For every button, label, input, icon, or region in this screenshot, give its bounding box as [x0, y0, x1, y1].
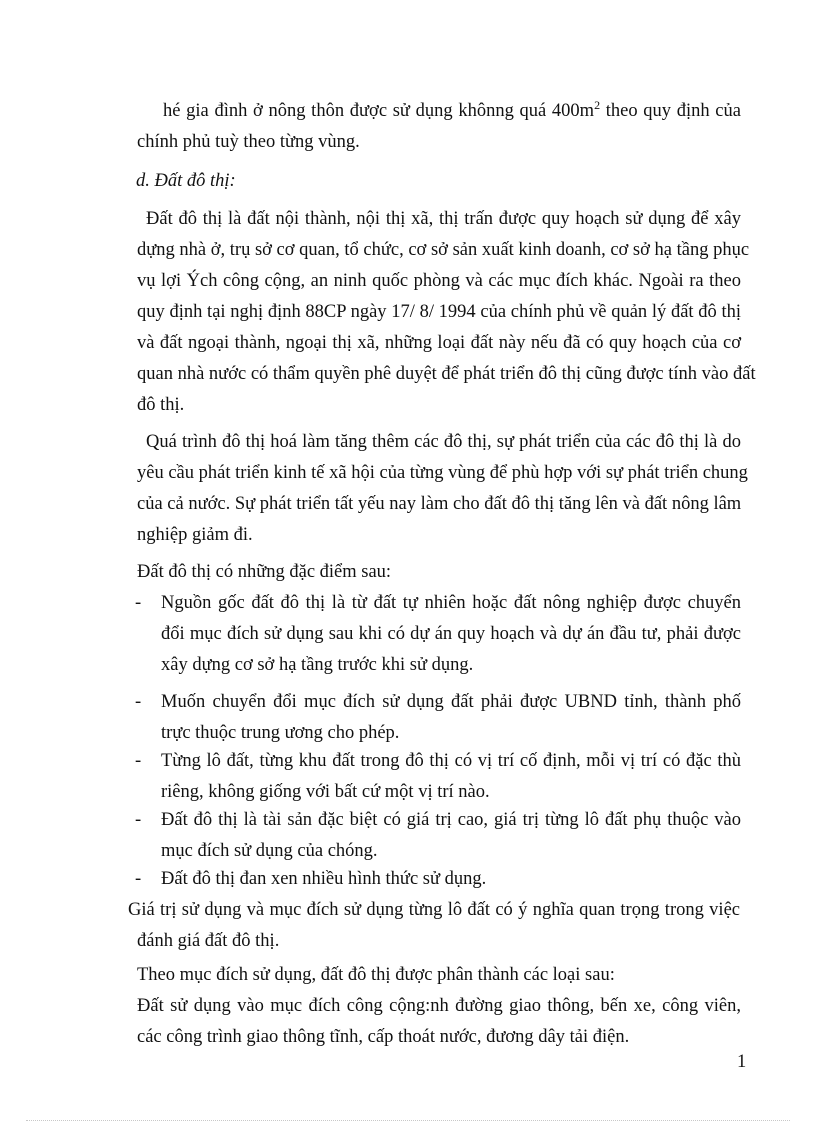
- section-heading: d. Đất đô thị:: [136, 171, 236, 191]
- intro-line-2: chính phủ tuỳ theo từng vùng.: [137, 132, 360, 152]
- para3-line-1: Giá trị sử dụng và mục đích sử dụng từng lô đất có ý nghĩa quan trọng trong việc: [128, 900, 740, 920]
- para2-line-2: yêu cầu phát triển kinh tế xã hội của từng vùng để phù hợp với sự phát triển chung: [137, 463, 748, 483]
- bullet-marker-3: -: [135, 751, 142, 771]
- intro-line-1-b: theo quy định của: [600, 101, 741, 121]
- para1-line-7: đô thị.: [137, 395, 185, 415]
- intro-line-1-a: hé gia đình ở nông thôn được sử dụng khônng quá 400m: [163, 101, 595, 121]
- bullet-marker-1: -: [135, 593, 142, 613]
- para2-line-3: của cả nước. Sự phát triển tất yếu nay làm cho đất đô thị tăng lên và đất nông lâm: [137, 494, 742, 514]
- bullet-4-line-2: mục đích sử dụng của chóng.: [161, 841, 378, 861]
- para4: Theo mục đích sử dụng, đất đô thị được phân thành các loại sau:: [137, 965, 615, 985]
- para3-line-2: đánh giá đất đô thị.: [137, 931, 280, 951]
- bullet-marker-2: -: [135, 692, 142, 712]
- page-number: 1: [737, 1052, 747, 1072]
- features-intro: Đất đô thị có những đặc điểm sau:: [137, 562, 392, 582]
- bullet-1-line-2: đổi mục đích sử dụng sau khi có dự án quy hoạch và dự án đầu tư, phải được: [161, 624, 741, 644]
- para1-line-6: quan nhà nước có thẩm quyền phê duyệt để phát triển đô thị cũng được tính vào đất: [137, 364, 756, 384]
- bullet-marker-5: -: [135, 869, 142, 889]
- para5-line-2: các công trình giao thông tĩnh, cấp thoát nước, đương dây tải điện.: [137, 1027, 630, 1047]
- para1-line-4: quy định tại nghị định 88CP ngày 17/ 8/ 1994 của chính phủ về quản lý đất đô thị: [137, 302, 741, 322]
- bullet-3-line-2: riêng, không giống với bất cứ một vị trí nào.: [161, 782, 490, 802]
- bullet-5-line-1: Đất đô thị đan xen nhiều hình thức sử dụng.: [161, 869, 487, 889]
- bullet-1-line-1: Nguồn gốc đất đô thị là từ đất tự nhiên hoặc đất nông nghiệp được chuyển: [161, 593, 741, 613]
- bullet-2-line-1: Muốn chuyển đổi mục đích sử dụng đất phải được UBND tỉnh, thành phố: [161, 692, 741, 712]
- para2-line-4: nghiệp giảm đi.: [137, 525, 253, 545]
- para1-line-2: dựng nhà ở, trụ sở cơ quan, tổ chức, cơ sở sản xuất kinh doanh, cơ sở hạ tầng phục: [137, 240, 750, 260]
- bullet-1-line-3: xây dựng cơ sở hạ tầng trước khi sử dụng.: [161, 655, 474, 675]
- intro-line-1: [163, 97, 741, 122]
- superscript-2: 2: [594, 97, 601, 112]
- para2-line-1: Quá trình đô thị hoá làm tăng thêm các đô thị, sự phát triển của các đô thị là do: [146, 432, 741, 452]
- para1-line-3: vụ lợi Ých công cộng, an ninh quốc phòng và các mục đích khác. Ngoài ra theo: [137, 271, 741, 291]
- page-bottom-rule: [26, 1120, 790, 1121]
- para1-line-1: Đất đô thị là đất nội thành, nội thị xã, thị trấn được quy hoạch sử dụng để xây: [146, 209, 741, 229]
- bullet-2-line-2: trực thuộc trung ương cho phép.: [161, 723, 400, 743]
- bullet-marker-4: -: [135, 810, 142, 830]
- para1-line-5: và đất ngoại thành, ngoại thị xã, những loại đất này nếu đã có quy hoạch của cơ: [137, 333, 741, 353]
- bullet-3-line-1: Từng lô đất, từng khu đất trong đô thị có vị trí cố định, mỗi vị trí có đặc thù: [161, 751, 741, 771]
- para5-line-1: Đất sử dụng vào mục đích công cộng:nh đường giao thông, bến xe, công viên,: [137, 996, 741, 1016]
- bullet-4-line-1: Đất đô thị là tài sản đặc biệt có giá trị cao, giá trị từng lô đất phụ thuộc vào: [161, 810, 741, 830]
